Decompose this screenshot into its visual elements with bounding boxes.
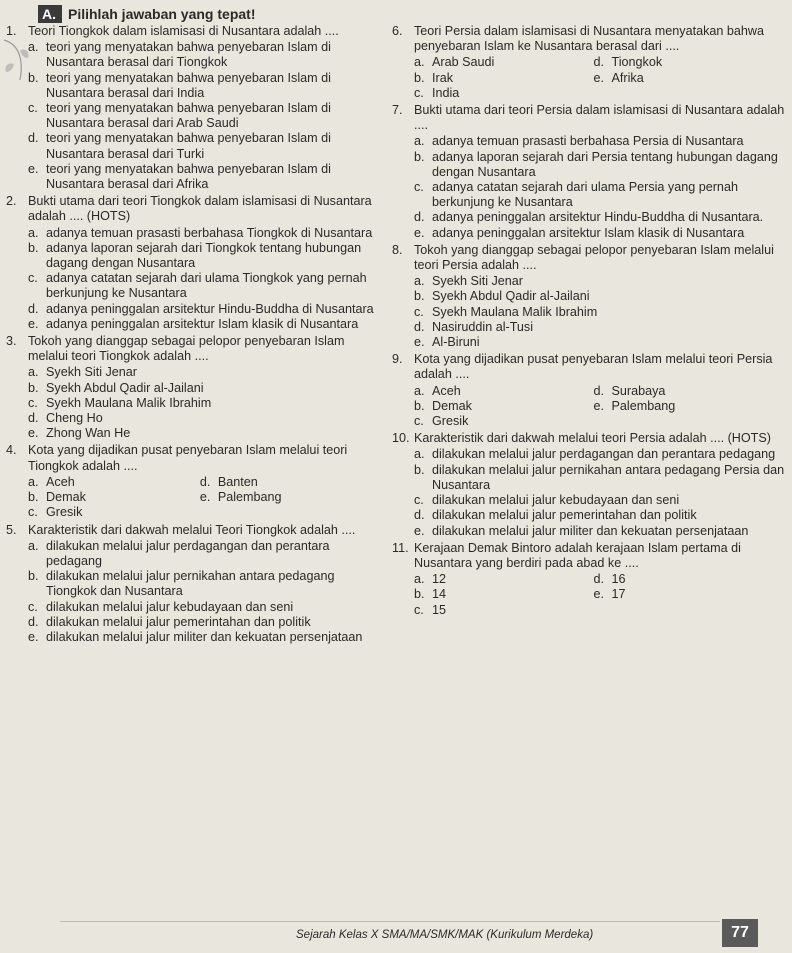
question-number: 5. — [6, 522, 17, 537]
option-letter: e. — [28, 161, 39, 176]
answer-option[interactable] — [28, 241, 386, 271]
question-text: Teori Tiongkok dalam islamisasi di Nusantara adalah .... — [28, 24, 339, 38]
option-text: teori yang menyatakan bahwa penyebaran Islam di Nusantara berasal dari Afrika — [46, 161, 331, 192]
option-letter: e. — [28, 316, 39, 331]
question-number: 6. — [392, 24, 403, 38]
question-item — [392, 24, 788, 101]
answer-options — [414, 134, 788, 240]
option-letter: a. — [414, 134, 425, 149]
option-text: adanya peninggalan arsitektur Islam klasik di Nusantara — [46, 316, 359, 331]
answer-options — [414, 447, 788, 538]
option-text: Syekh Abdul Qadir al-Jailani — [46, 380, 204, 395]
answer-options — [28, 475, 386, 521]
question-text: Kota yang dijadikan pusat penyebaran Islam melalui teori Persia adalah .... — [414, 352, 773, 382]
answer-option[interactable] — [200, 490, 386, 505]
option-text: adanya catatan sejarah dari ulama Persia yang pernah berkunjung ke Nusantara — [432, 180, 738, 210]
option-letter: c. — [28, 271, 38, 286]
option-text: Gresik — [46, 505, 83, 520]
answer-option[interactable] — [414, 399, 594, 414]
option-letter: d. — [199, 474, 211, 489]
option-letter: b. — [414, 289, 425, 304]
option-letter: d. — [28, 614, 39, 629]
option-letter: c. — [28, 395, 38, 410]
option-letter: a. — [28, 225, 39, 240]
answer-option[interactable] — [594, 55, 788, 70]
option-text: Banten — [217, 474, 258, 489]
answer-option[interactable] — [28, 131, 386, 161]
option-text: Syekh Siti Jenar — [46, 365, 137, 380]
option-letter: a. — [414, 55, 425, 70]
option-text: Cheng Ho — [46, 411, 103, 426]
answer-option[interactable] — [28, 411, 386, 426]
answer-option[interactable] — [414, 134, 788, 149]
option-text: dilakukan melalui jalur militer dan kekuatan persenjataan — [46, 629, 363, 644]
question-item — [392, 352, 788, 429]
footer-divider — [60, 921, 720, 922]
option-text: Demak — [432, 398, 472, 413]
option-letter: a. — [414, 383, 425, 398]
option-letter: b. — [414, 398, 425, 413]
question-number: 10. — [392, 431, 410, 446]
question-text: Karakteristik dari dakwah melalui teori Persia adalah .... (HOTS) — [414, 431, 771, 446]
option-text: teori yang menyatakan bahwa penyebaran Islam di Nusantara berasal dari Tiongkok — [46, 40, 331, 70]
option-text: dilakukan melalui jalur kebudayaan dan seni — [432, 493, 680, 508]
answer-options — [414, 384, 788, 430]
option-text: adanya peninggalan arsitektur Hindu-Buddha di Nusantara. — [432, 210, 764, 225]
question-item — [6, 523, 386, 646]
answer-option[interactable] — [414, 384, 594, 399]
option-letter: d. — [414, 508, 425, 523]
answer-option[interactable] — [28, 365, 386, 380]
option-letter: d. — [414, 319, 425, 334]
option-text: dilakukan melalui jalur pemerintahan dan politik — [46, 614, 311, 629]
option-letter: e. — [593, 398, 605, 413]
answer-option[interactable] — [414, 226, 788, 241]
option-text: Syekh Maulana Malik Ibrahim — [432, 304, 598, 319]
option-letter: c. — [414, 180, 424, 195]
option-text: Surabaya — [611, 383, 666, 398]
answer-option[interactable] — [28, 426, 386, 441]
question-text: Bukti utama dari teori Tiongkok dalam islamisasi di Nusantara adalah .... (HOTS) — [28, 194, 372, 224]
option-text: 12 — [432, 572, 447, 587]
answer-option[interactable] — [594, 384, 788, 399]
option-letter: b. — [414, 462, 425, 477]
question-item — [6, 443, 386, 520]
question-item — [392, 431, 788, 538]
option-text: dilakukan melalui jalur pemerintahan dan politik — [432, 508, 697, 523]
question-number: 8. — [392, 242, 403, 257]
answer-options — [28, 226, 386, 332]
answer-option[interactable] — [414, 180, 788, 210]
answer-options — [28, 539, 386, 645]
question-number: 1. — [6, 24, 17, 38]
option-text: Syekh Abdul Qadir al-Jailani — [432, 289, 590, 304]
option-letter: d. — [593, 383, 605, 398]
question-item — [6, 334, 386, 441]
answer-option[interactable] — [414, 210, 788, 225]
option-text: Gresik — [432, 414, 469, 429]
answer-option[interactable] — [414, 55, 594, 70]
question-number: 9. — [392, 352, 403, 367]
option-letter: a. — [28, 538, 39, 553]
answer-option[interactable] — [414, 493, 788, 508]
option-letter: b. — [28, 569, 39, 584]
left-question-column — [6, 24, 386, 647]
option-text: adanya laporan sejarah dari Persia tentang hubungan dagang dengan Nusantara — [432, 149, 778, 179]
question-item — [392, 243, 788, 350]
option-text: Aceh — [46, 474, 75, 489]
answer-option[interactable] — [28, 539, 386, 569]
option-text: dilakukan melalui jalur perdagangan dan perantara pedagang — [432, 447, 776, 462]
option-letter: a. — [28, 365, 39, 380]
option-text: 15 — [432, 602, 447, 617]
option-text: India — [432, 85, 460, 100]
answer-option[interactable] — [28, 569, 386, 599]
answer-options — [414, 572, 788, 618]
option-text: Syekh Maulana Malik Ibrahim — [46, 395, 212, 410]
answer-option[interactable] — [28, 271, 386, 301]
answer-option[interactable] — [414, 603, 594, 618]
question-number: 7. — [392, 103, 403, 118]
option-letter: b. — [28, 490, 39, 505]
answer-option[interactable] — [28, 615, 386, 630]
answer-option[interactable] — [414, 305, 788, 320]
answer-option[interactable] — [28, 381, 386, 396]
option-text: Palembang — [611, 398, 676, 413]
option-letter: c. — [414, 493, 424, 508]
option-letter: e. — [28, 426, 39, 441]
option-text: dilakukan melalui jalur perdagangan dan perantara pedagang — [46, 538, 330, 568]
option-text: dilakukan melalui jalur pernikahan antara pedagang Persia dan Nusantara — [432, 462, 785, 492]
question-number: 3. — [6, 334, 17, 349]
question-text: Kota yang dijadikan pusat penyebaran Islam melalui teori Tiongkok adalah .... — [28, 443, 348, 473]
answer-options — [28, 40, 386, 192]
option-letter: d. — [28, 411, 39, 426]
option-text: adanya peninggalan arsitektur Hindu-Buddha di Nusantara — [46, 301, 374, 316]
answer-option[interactable] — [414, 320, 788, 335]
answer-option[interactable] — [414, 447, 788, 462]
answer-option[interactable] — [28, 630, 386, 645]
option-letter: e. — [593, 587, 605, 602]
option-text: Tiongkok — [611, 55, 663, 70]
option-text: dilakukan melalui jalur pernikahan antara pedagang Tiongkok dan Nusantara — [46, 569, 335, 599]
answer-option[interactable] — [28, 475, 200, 490]
answer-option[interactable] — [28, 71, 386, 101]
answer-option[interactable] — [28, 162, 386, 192]
option-letter: d. — [414, 210, 425, 225]
option-text: Afrika — [611, 70, 644, 85]
option-text: 16 — [611, 572, 626, 587]
option-letter: d. — [28, 301, 39, 316]
question-item — [6, 24, 386, 192]
option-letter: c. — [414, 85, 424, 100]
option-text: adanya temuan prasasti berbahasa Tiongkok di Nusantara — [46, 225, 373, 240]
answer-option[interactable] — [414, 335, 788, 350]
option-letter: a. — [414, 274, 425, 289]
option-letter: b. — [414, 587, 425, 602]
option-text: Al-Biruni — [432, 335, 480, 350]
question-number: 2. — [6, 194, 17, 209]
option-text: dilakukan melalui jalur kebudayaan dan seni — [46, 599, 294, 614]
answer-option[interactable] — [28, 226, 386, 241]
answer-options — [28, 365, 386, 441]
option-text: adanya catatan sejarah dari ulama Tiongkok yang pernah berkunjung ke Nusantara — [46, 271, 367, 301]
answer-option[interactable] — [28, 317, 386, 332]
option-text: dilakukan melalui jalur militer dan kekuatan persenjataan — [432, 523, 749, 538]
answer-option[interactable] — [414, 86, 594, 101]
option-text: 14 — [432, 587, 447, 602]
page-footer — [0, 913, 792, 953]
answer-option[interactable] — [594, 71, 788, 86]
answer-option[interactable] — [414, 508, 788, 523]
answer-option[interactable] — [28, 505, 200, 520]
option-text: Nasiruddin al-Tusi — [432, 319, 534, 334]
option-text: Syekh Siti Jenar — [432, 274, 523, 289]
answer-option[interactable] — [28, 302, 386, 317]
option-text: Arab Saudi — [432, 55, 495, 70]
option-text: Palembang — [217, 490, 282, 505]
answer-option[interactable] — [414, 150, 788, 180]
option-text: Aceh — [432, 383, 461, 398]
option-letter: e. — [414, 523, 425, 538]
answer-option[interactable] — [594, 587, 788, 602]
answer-option[interactable] — [414, 274, 788, 289]
answer-option[interactable] — [200, 475, 386, 490]
option-text: adanya temuan prasasti berbahasa Persia di Nusantara — [432, 134, 744, 149]
option-text: teori yang menyatakan bahwa penyebaran Islam di Nusantara berasal dari Arab Saudi — [46, 101, 331, 131]
option-letter: c. — [414, 304, 424, 319]
answer-option[interactable] — [414, 71, 594, 86]
question-item — [6, 194, 386, 332]
question-text: Kerajaan Demak Bintoro adalah kerajaan Islam pertama di Nusantara yang berdiri pada abad ke .... — [414, 540, 741, 570]
question-text: Tokoh yang dianggap sebagai pelopor penyebaran Islam melalui teori Tiongkok adalah .... — [28, 334, 345, 364]
answer-option[interactable] — [414, 463, 788, 493]
section-instruction: Pilihlah jawaban yang tepat! — [68, 6, 256, 22]
right-question-column — [392, 24, 788, 620]
option-letter: b. — [28, 70, 39, 85]
option-letter: a. — [28, 40, 39, 55]
option-letter: c. — [28, 599, 38, 614]
option-letter: e. — [593, 70, 605, 85]
option-letter: e. — [414, 225, 425, 240]
option-letter: d. — [593, 572, 605, 587]
question-item — [392, 103, 788, 241]
page-number: 77 — [722, 919, 758, 947]
option-text: Zhong Wan He — [46, 426, 131, 441]
answer-option[interactable] — [28, 101, 386, 131]
answer-option[interactable] — [414, 289, 788, 304]
option-letter: c. — [28, 505, 38, 520]
option-text: adanya peninggalan arsitektur Islam klasik di Nusantara — [432, 225, 745, 240]
answer-option[interactable] — [28, 600, 386, 615]
answer-options — [414, 274, 788, 350]
answer-option[interactable] — [414, 414, 594, 429]
section-header — [38, 4, 255, 24]
question-text: Tokoh yang dianggap sebagai pelopor penyebaran Islam melalui teori Persia adalah .... — [414, 242, 774, 273]
section-letter: A. — [38, 5, 62, 23]
option-letter: b. — [28, 380, 39, 395]
answer-option[interactable] — [414, 587, 594, 602]
option-text: teori yang menyatakan bahwa penyebaran Islam di Nusantara berasal dari Turki — [46, 131, 331, 161]
option-letter: b. — [28, 240, 39, 255]
question-item — [392, 541, 788, 618]
question-text: Karakteristik dari dakwah melalui Teori Tiongkok adalah .... — [28, 522, 356, 537]
question-text: Bukti utama dari teori Persia dalam islamisasi di Nusantara adalah .... — [414, 103, 785, 133]
option-text: Demak — [46, 490, 86, 505]
option-letter: d. — [593, 55, 605, 70]
answer-option[interactable] — [594, 399, 788, 414]
book-title: Sejarah Kelas X SMA/MA/SMK/MAK (Kurikulum Merdeka) — [296, 929, 594, 941]
answer-option[interactable] — [414, 524, 788, 539]
option-letter: d. — [28, 131, 39, 146]
option-letter: b. — [414, 149, 425, 164]
answer-option[interactable] — [594, 572, 788, 587]
question-number: 4. — [6, 443, 17, 458]
answer-option[interactable] — [28, 396, 386, 411]
option-letter: a. — [414, 447, 425, 462]
question-text: Teori Persia dalam islamisasi di Nusantara menyatakan bahwa penyebaran Islam ke Nusantara berasal dari .... — [414, 24, 764, 54]
option-letter: c. — [414, 414, 424, 429]
answer-option[interactable] — [28, 490, 200, 505]
option-letter: c. — [28, 101, 38, 116]
answer-option[interactable] — [28, 40, 386, 70]
option-letter: b. — [414, 70, 425, 85]
option-text: adanya laporan sejarah dari Tiongkok tentang hubungan dagang dengan Nusantara — [46, 240, 362, 271]
option-letter: a. — [414, 572, 425, 587]
option-text: 17 — [611, 587, 626, 602]
option-letter: a. — [28, 474, 39, 489]
question-number: 11. — [392, 540, 409, 555]
option-letter: e. — [414, 335, 425, 350]
answer-option[interactable] — [414, 572, 594, 587]
option-letter: e. — [199, 490, 211, 505]
answer-options — [414, 55, 788, 101]
option-letter: e. — [28, 629, 39, 644]
option-text: Irak — [432, 70, 453, 85]
option-letter: c. — [414, 602, 424, 617]
option-text: teori yang menyatakan bahwa penyebaran Islam di Nusantara berasal dari India — [46, 70, 331, 100]
